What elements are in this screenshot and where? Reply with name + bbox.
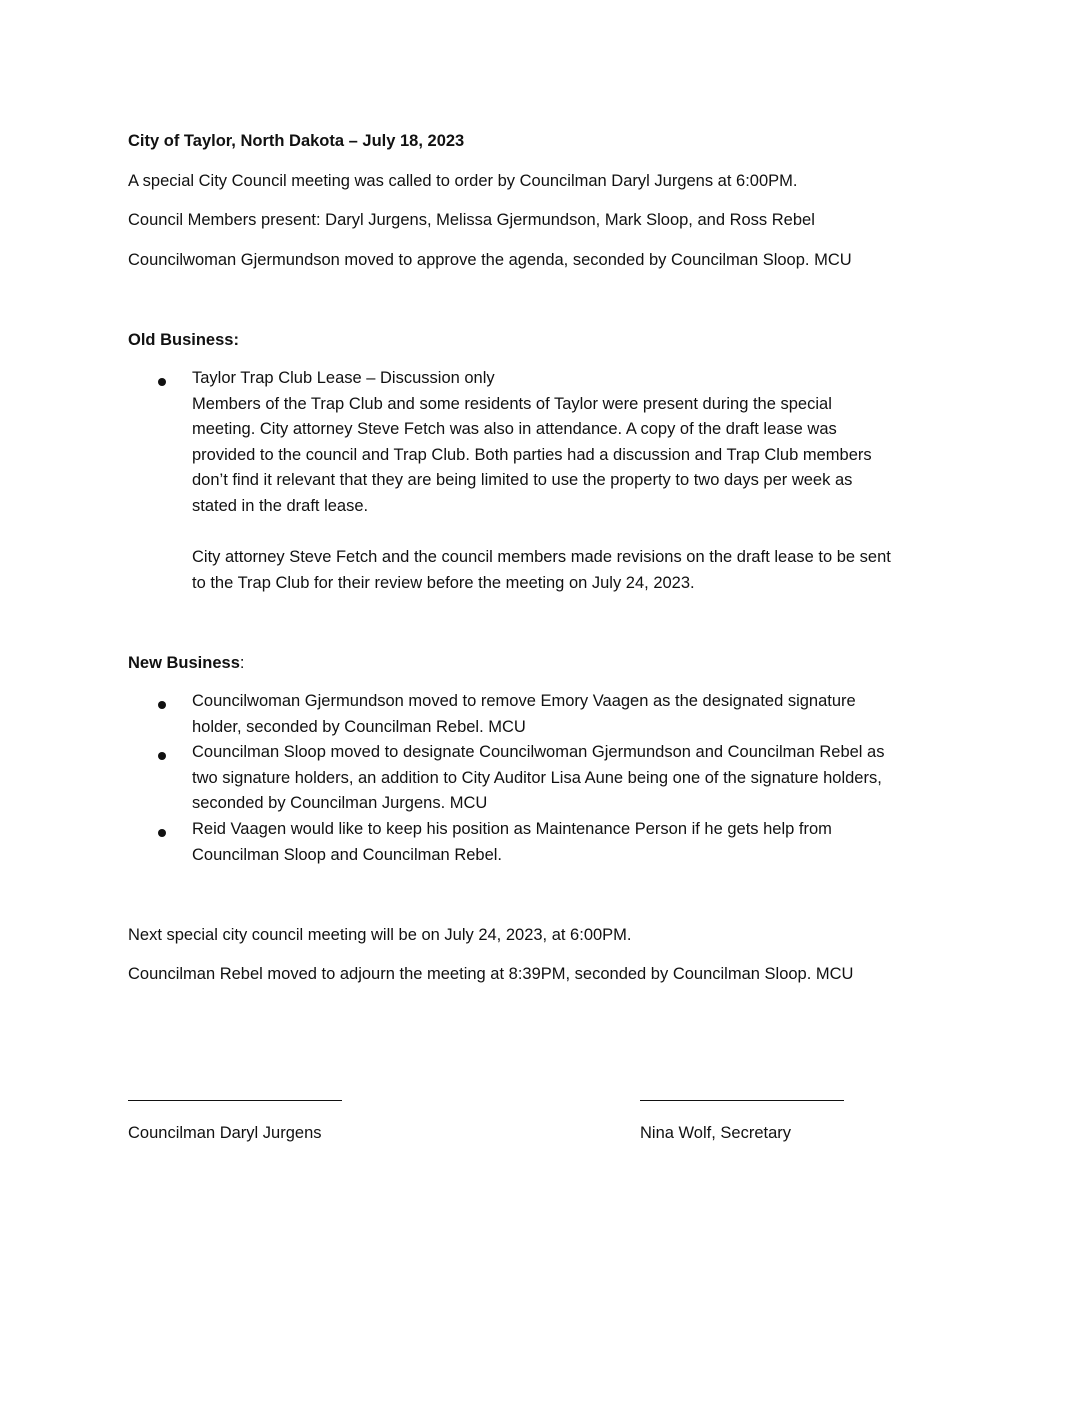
old-business-para1-line: stated in the draft lease. [192, 496, 369, 515]
new-business-item-line: Reid Vaagen would like to keep his position as Maintenance Person if he gets help from [192, 820, 832, 838]
old-business-para1-line: Members of the Trap Club and some residents of Taylor were present during the special [192, 394, 832, 413]
signature-line-left [128, 1100, 342, 1101]
old-business-item-title: Taylor Trap Club Lease – Discussion only [192, 369, 495, 387]
new-business-heading-colon: : [239, 654, 245, 672]
intro-agenda-approval: Councilwoman Gjermundson moved to approve the agenda, seconded by Councilman Sloop. MCU [128, 251, 852, 269]
new-business-heading: New Business [128, 654, 240, 672]
bullet-icon [158, 378, 166, 386]
new-business-item [192, 689, 972, 740]
old-business-para2-line: to the Trap Club for their review before the meeting on July 24, 2023. [192, 573, 695, 592]
signature-name-left: Councilman Daryl Jurgens [128, 1124, 322, 1142]
old-business-para1-line: provided to the council and Trap Club. Both parties had a discussion and Trap Club members [192, 445, 872, 464]
new-business-item-line: Councilman Sloop moved to designate Councilwoman Gjermundson and Councilman Rebel as [192, 743, 885, 761]
new-business-item-line: Councilman Sloop and Councilman Rebel. [192, 845, 503, 864]
new-business-heading-row [128, 652, 244, 674]
document-heading: City of Taylor, North Dakota – July 18, 2023 [128, 132, 465, 150]
next-meeting-note: Next special city council meeting will be on July 24, 2023, at 6:00PM. [128, 926, 632, 944]
new-business-item-line: holder, seconded by Councilman Rebel. MCU [192, 717, 526, 736]
old-business-para1-line: don’t find it relevant that they are being limited to use the property to two days per week as [192, 471, 853, 490]
bullet-icon [158, 752, 166, 760]
new-business-item [192, 740, 972, 817]
intro-call-to-order: A special City Council meeting was called to order by Councilman Daryl Jurgens at 6:00PM. [128, 172, 798, 190]
old-business-item [192, 366, 972, 520]
new-business-item-line: two signature holders, an addition to City Auditor Lisa Aune being one of the signature holders, [192, 768, 882, 787]
old-business-para2-line: City attorney Steve Fetch and the council members made revisions on the draft lease to be sent [192, 548, 891, 566]
old-business-para1-line: meeting. City attorney Steve Fetch was also in attendance. A copy of the draft lease was [192, 420, 837, 439]
old-business-heading: Old Business: [128, 331, 239, 349]
signature-line-right [640, 1100, 844, 1101]
new-business-item-line: Councilwoman Gjermundson moved to remove Emory Vaagen as the designated signature [192, 692, 856, 710]
adjournment-note: Councilman Rebel moved to adjourn the meeting at 8:39PM, seconded by Councilman Sloop. MCU [128, 965, 854, 983]
bullet-icon [158, 701, 166, 709]
new-business-item [192, 817, 972, 868]
intro-members-present: Council Members present: Daryl Jurgens, Melissa Gjermundson, Mark Sloop, and Ross Rebel [128, 211, 815, 229]
signature-name-right: Nina Wolf, Secretary [640, 1124, 791, 1142]
new-business-item-line: seconded by Councilman Jurgens. MCU [192, 794, 488, 813]
bullet-icon [158, 829, 166, 837]
old-business-para2 [192, 545, 972, 596]
